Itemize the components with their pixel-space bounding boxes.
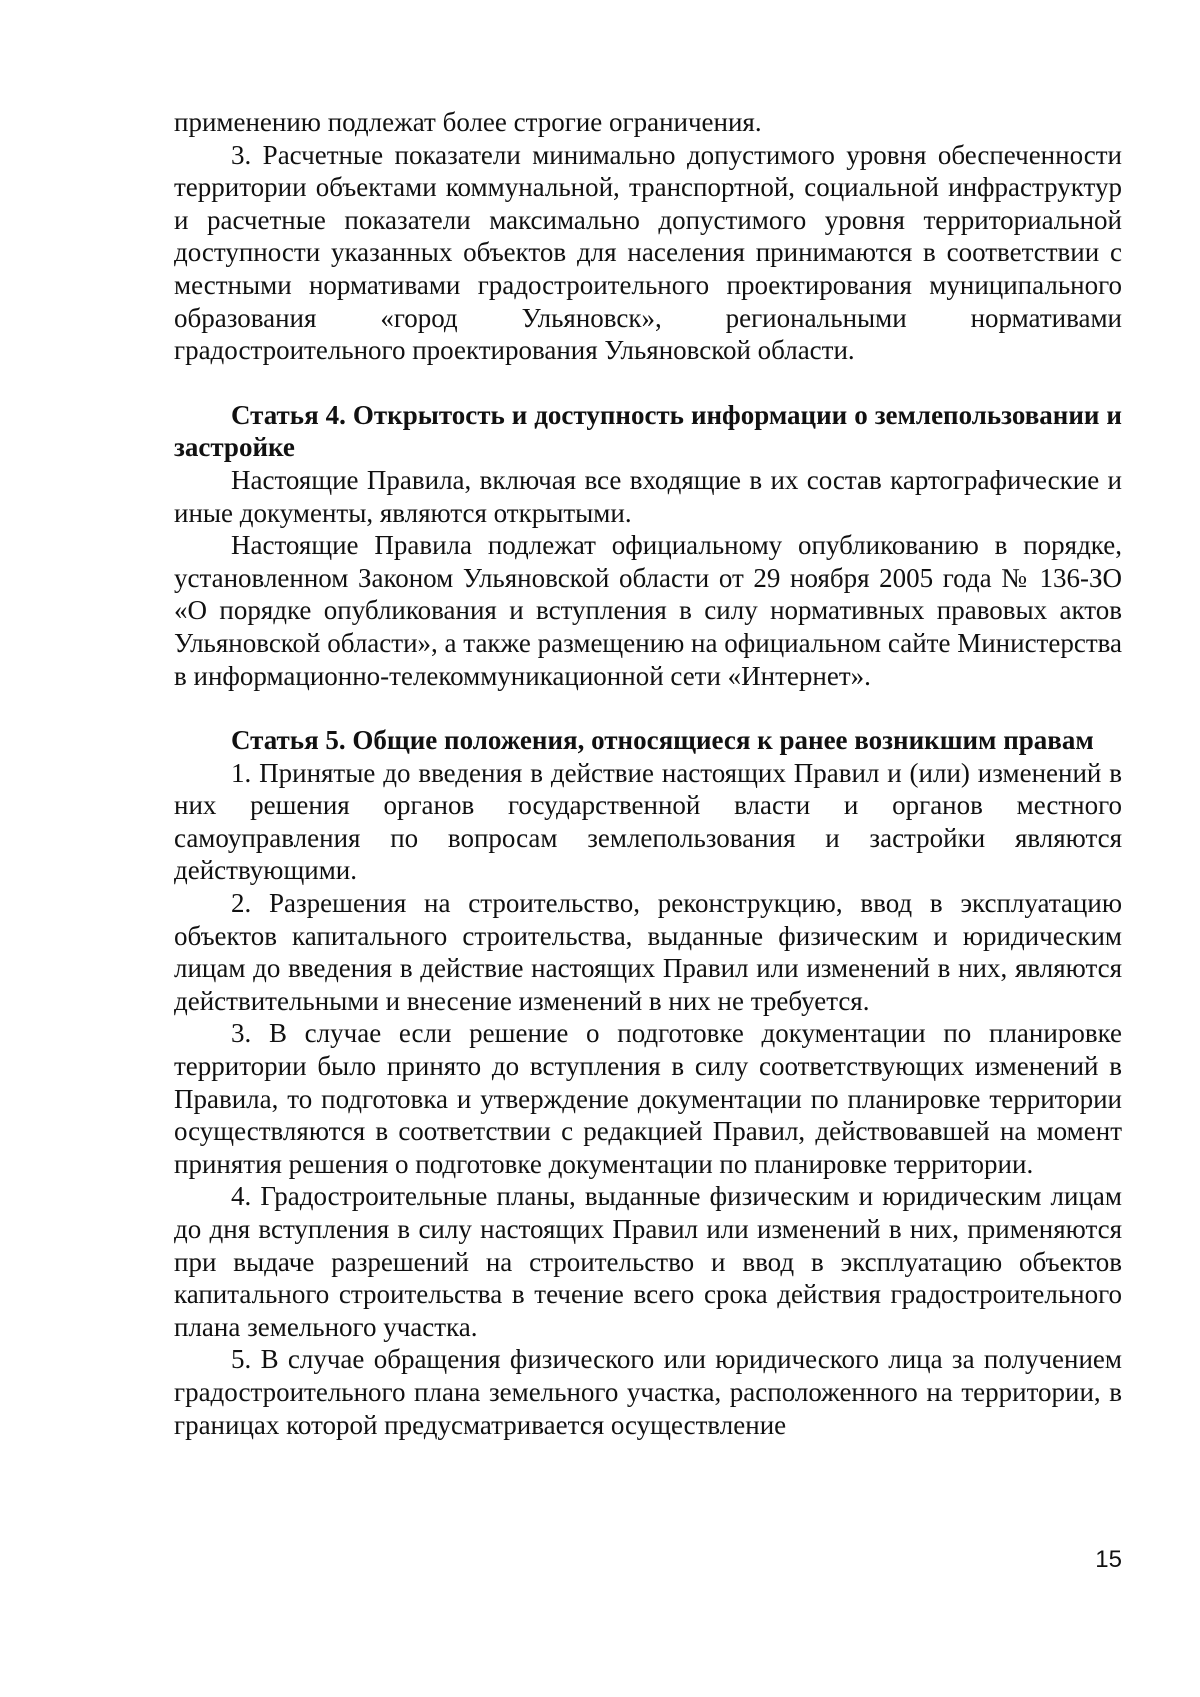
document-page [174,106,1122,1441]
spacer [174,367,1122,399]
article-4-paragraph-2: Настоящие Правила подлежат официальному опубликованию в порядке, установленном Законом Ульяновской области от 29 ноября 2005 года № 136-ЗО «О порядке опубликования и вступления в силу нормативных правовых актов Ульяновской области», а также размещению на официальном сайте Министерства в информационно-телекоммуникационной сети «Интернет». [174,530,1122,691]
article-4-paragraph-1: Настоящие Правила, включая все входящие в их состав картографические и иные документы, являются открытыми. [174,464,1122,528]
spacer [174,692,1122,724]
page-number: 15 [1095,1546,1122,1573]
paragraph-item-3: 3. Расчетные показатели минимально допустимого уровня обеспеченности территории объектами коммунальной, транспортной, социальной инфраструктур и расчетные показатели максимально допустимого уровня территориальной доступности указанных объектов для населения принимаются в соответствии с местными нормативами градостроительного проектирования муниципального образования «город Ульяновск», региональными нормативами градостроительного проектирования Ульяновской области. [174,139,1122,366]
article-5-item-3: 3. В случае если решение о подготовке документации по планировке территории было принято до вступления в силу соответствующих изменений в Правила, то подготовка и утверждение документации по планировке территории осуществляются в соответствии с редакцией Правил, действовавшей на момент принятия решения о подготовке документации по планировке территории. [174,1018,1122,1179]
article-5-item-5: 5. В случае обращения физического или юридического лица за получением градостроительного плана земельного участка, расположенного на территории, в границах которой предусматривается осуществление [174,1344,1122,1440]
article-5-item-2: 2. Разрешения на строительство, реконструкцию, ввод в эксплуатацию объектов капитального строительства, выданные физическим и юридическим лицам до введения в действие настоящих Правил или изменений в них, являются действительными и внесение изменений в них не требуется. [174,888,1122,1016]
paragraph-continuation: применению подлежат более строгие ограничения. [174,107,762,137]
article-5-item-1: 1. Принятые до введения в действие настоящих Правил и (или) изменений в них решения органов государственной власти и органов местного самоуправления по вопросам землепользования и застройки являются действующими. [174,757,1122,886]
article-4-heading: Статья 4. Открытость и доступность информации о землепользовании и застройке [174,399,1122,463]
article-5-item-4: 4. Градостроительные планы, выданные физическим и юридическим лицам до дня вступления в силу настоящих Правил или изменений в них, применяются при выдаче разрешений на строительство и ввод в эксплуатацию объектов капитального строительства в течение всего срока действия градостроительного плана земельного участка. [174,1181,1122,1342]
article-5-heading: Статья 5. Общие положения, относящиеся к ранее возникшим правам [231,725,1094,756]
